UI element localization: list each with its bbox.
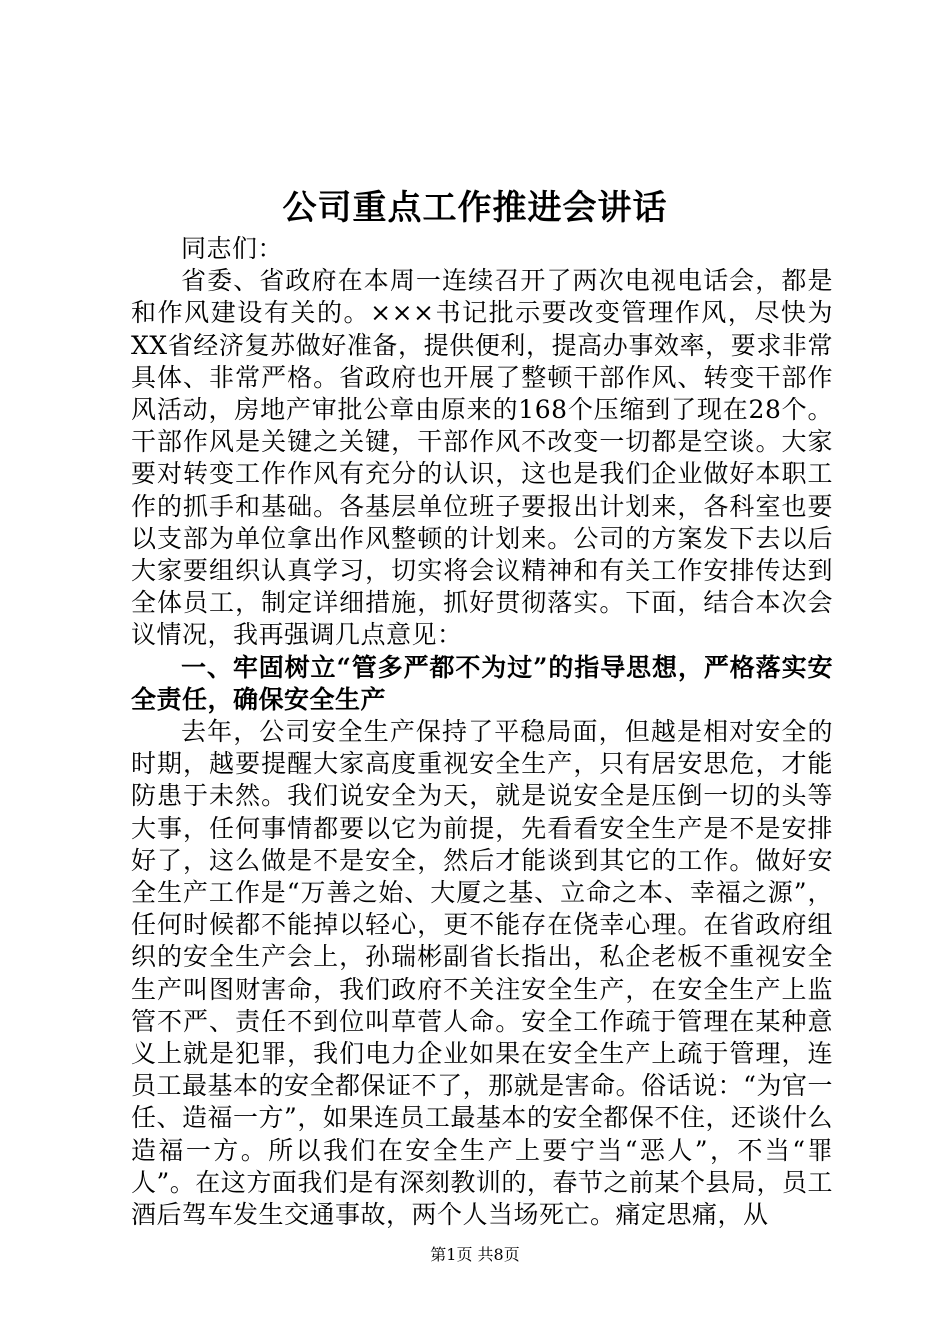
greeting: 同志们： — [181, 234, 284, 263]
document-title: 公司重点工作推进会讲话 — [282, 188, 668, 228]
paragraph-intro: 省委、省政府在本周一连续召开了两次电视电话会，都是和作风建设有关的。×××书记批示要改变管理作风，尽快为XX省经济复苏做好准备，提供便利，提高办事效率，要求非常具体、非常严格。省政府也开展了整顿干部作风、转变干部作风活动，房地产审批公章由原来的168个压缩到了现在28个。干部作风是关键之关键，干部作风不改变一切都是空谈。大家要对转变工作作风有充分的认识，这也是我们企业做好本职工作的抓手和基础。各基层单位班子要报出计划来，各科室也要以支部为单位拿出作风整顿的计划来。公司的方案发下去以后大家要组织认真学习，切实将会议精神和有关工作安排传达到全体员工，制定详细措施，抓好贯彻落实。下面，结合本次会议情况，我再强调几点意见： — [131, 266, 833, 650]
page-footer: 第1页 共8页 — [430, 1245, 520, 1264]
section-heading: 一、牢固树立“管多严都不为过”的指导思想，严格落实安全责任，确保安全生产 — [131, 652, 833, 714]
document-body — [131, 233, 833, 1231]
paragraph-safety: 去年，公司安全生产保持了平稳局面，但越是相对安全的时期，越要提醒大家高度重视安全生产，只有居安思危，才能防患于未然。我们说安全为天，就是说安全是压倒一切的头等大事，任何事情都要以它为前提，先看看安全生产是不是安排好了，这么做是不是安全，然后才能谈到其它的工作。做好安全生产工作是“万善之始、大厦之基、立命之本、幸福之源”，任何时候都不能掉以轻心，更不能存在侥幸心理。在省政府组织的安全生产会上，孙瑞彬副省长指出，私企老板不重视安全生产叫图财害命，我们政府不关注安全生产，在安全生产上监管不严、责任不到位叫草菅人命。安全工作疏于管理在某种意义上就是犯罪，我们电力企业如果在安全生产上疏于管理，连员工最基本的安全都保证不了，那就是害命。俗话说：“为官一任、造福一方”，如果连员工最基本的安全都保不住，还谈什么造福一方。所以我们在安全生产上要宁当“恶人”，不当“罪人”。在这方面我们是有深刻教训的，春节之前某个县局，员工酒后驾车发生交通事故，两个人当场死亡。痛定思痛，从 — [131, 717, 833, 1230]
